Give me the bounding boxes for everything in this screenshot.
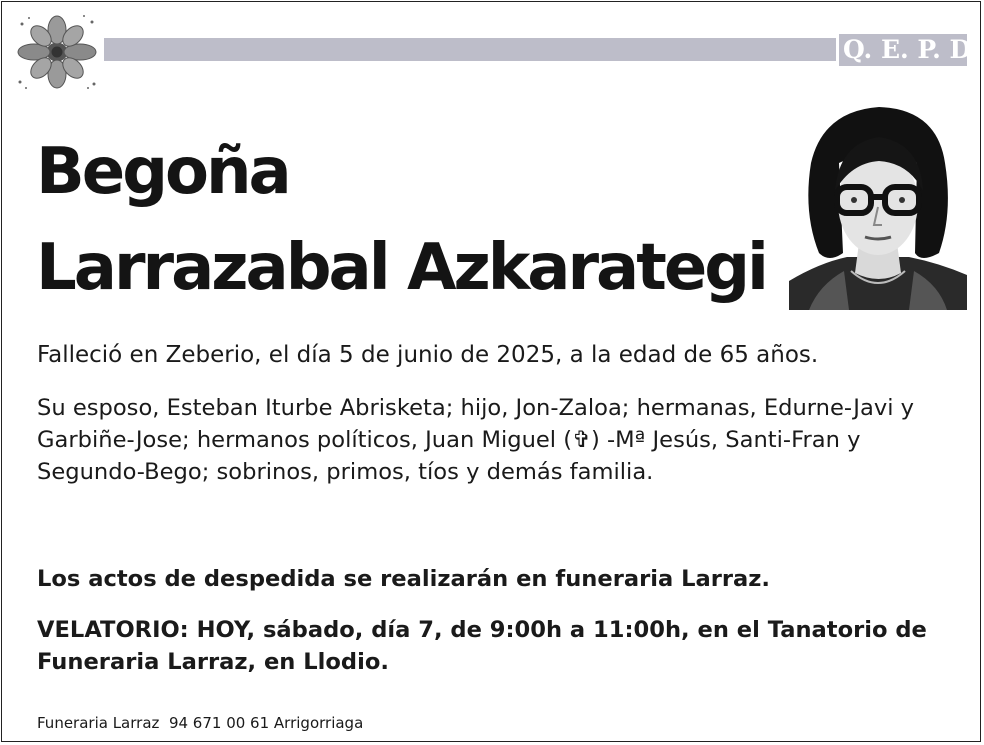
family-list [37, 392, 957, 488]
qepd-label: Q. E. P. D. [839, 34, 967, 66]
funeral-home-name: Funeraria Larraz [37, 714, 160, 732]
funeral-home-phone: 94 671 00 61 [168, 714, 270, 732]
first-name: Begoña [36, 135, 289, 209]
footer [37, 712, 363, 734]
last-name: Larrazabal Azkarategi [36, 231, 766, 305]
latin-cross-icon: ✞ [572, 427, 592, 453]
funeral-home-town: Arrigorriaga [273, 714, 364, 732]
family-list-part2: ) -Mª Jesús, Santi-Fran y Segundo-Bego; sobrinos, primos, tíos y demás familia. [37, 427, 861, 485]
family-list-part1: Su esposo, Esteban Iturbe Abrisketa; hijo, Jon-Zaloa; hermanas, Edurne-Javi y Garbiñe-Jose; hermanos políticos, Juan Miguel ( [37, 395, 915, 453]
death-statement: Falleció en Zeberio, el día 5 de junio de 2025, a la edad de 65 años. [37, 342, 819, 368]
wake-details: VELATORIO: HOY, sábado, día 7, de 9:00h a 11:00h, en el Tanatorio de Funeraria Larraz, en Llodio. [37, 617, 927, 675]
farewell-statement: Los actos de despedida se realizarán en funeraria Larraz. [37, 566, 770, 592]
header-bar [104, 38, 836, 61]
portrait-photo [789, 103, 967, 310]
flower-icon [14, 12, 100, 92]
